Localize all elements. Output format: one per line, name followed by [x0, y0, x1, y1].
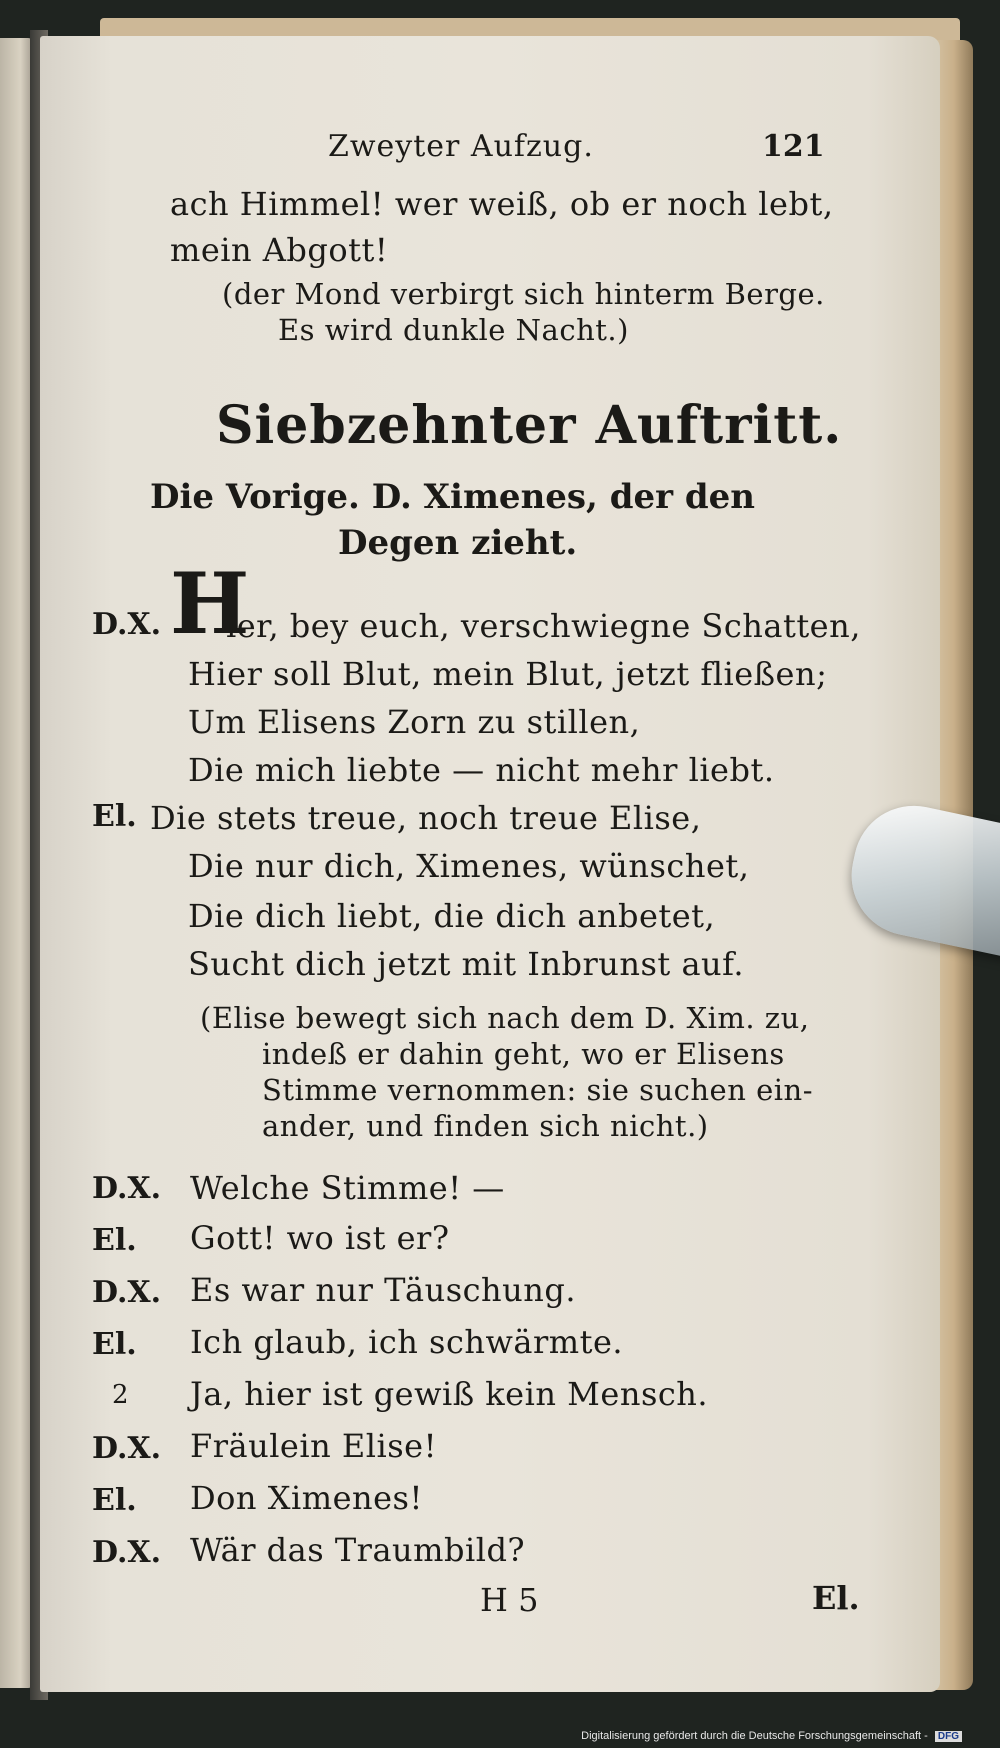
dialogue-line: Welche Stimme! —: [190, 1169, 505, 1207]
catchword: El.: [812, 1579, 860, 1617]
cast-line: Die Vorige. D. Ximenes, der den: [150, 477, 756, 517]
dialogue-line: Don Ximenes!: [190, 1479, 423, 1517]
dialogue-line: Wär das Traumbild?: [190, 1531, 526, 1569]
speaker-label: D.X.: [92, 1431, 162, 1466]
speaker-label: El.: [92, 799, 137, 834]
text-line: mein Abgott!: [170, 231, 389, 269]
cast-line: Degen zieht.: [338, 523, 578, 563]
speaker-label: El.: [92, 1327, 137, 1362]
dialogue-line: Fräulein Elise!: [190, 1427, 437, 1465]
dialogue-line: Ja, hier ist gewiß kein Mensch.: [190, 1375, 709, 1413]
stage-direction-line: Es wird dunkle Nacht.): [278, 313, 629, 347]
speaker-label: D.X.: [92, 1535, 162, 1570]
speaker-label: El.: [92, 1483, 137, 1518]
digitization-credit: [581, 1730, 962, 1742]
dialogue-line: Gott! wo ist er?: [190, 1219, 450, 1257]
running-head: Zweyter Aufzug.: [328, 129, 594, 164]
page-number: 121: [762, 129, 825, 164]
verse-line: Hier soll Blut, mein Blut, jetzt fließen;: [188, 655, 828, 693]
stage-direction-line: ander, und finden sich nicht.): [262, 1109, 709, 1143]
verse-line: Die stets treue, noch treue Elise,: [150, 799, 702, 837]
verse-line: Um Elisens Zorn zu stillen,: [188, 703, 641, 741]
speaker-label: 2: [112, 1380, 129, 1410]
verse-line: Sucht dich jetzt mit Inbrunst auf.: [188, 945, 744, 983]
book-page: [40, 36, 940, 1692]
speaker-label: El.: [92, 1223, 137, 1258]
verse-line: ier, bey euch, verschwiegne Schatten,: [226, 607, 861, 645]
speaker-label: D.X.: [92, 1171, 162, 1206]
text-line: ach Himmel! wer weiß, ob er noch lebt,: [170, 185, 834, 223]
dialogue-line: Es war nur Täuschung.: [190, 1271, 577, 1309]
stage-direction-line: indeß er dahin geht, wo er Elisens: [262, 1037, 785, 1071]
speaker-label: D.X.: [92, 1275, 162, 1310]
verse-line: Die nur dich, Ximenes, wünschet,: [188, 847, 750, 885]
dialogue-line: Ich glaub, ich schwärmte.: [190, 1323, 624, 1361]
stage-direction-line: (der Mond verbirgt sich hinterm Berge.: [222, 277, 825, 311]
stage-direction-line: (Elise bewegt sich nach dem D. Xim. zu,: [200, 1001, 810, 1035]
verse-line: Die dich liebt, die dich anbetet,: [188, 897, 716, 935]
speaker-label: D.X.: [92, 607, 162, 642]
dfg-logo: DFG: [935, 1731, 962, 1742]
credit-text: Digitalisierung gefördert durch die Deutsche Forschungsgemeinschaft -: [581, 1730, 928, 1742]
left-page-edge: [0, 38, 34, 1688]
stage-direction-line: Stimme vernommen: sie suchen ein-: [262, 1073, 814, 1107]
verse-line: Die mich liebte — nicht mehr liebt.: [188, 751, 775, 789]
scene-title: Siebzehnter Auftritt.: [216, 395, 843, 456]
drop-cap: H: [170, 554, 250, 653]
signature-mark: H 5: [480, 1581, 539, 1619]
